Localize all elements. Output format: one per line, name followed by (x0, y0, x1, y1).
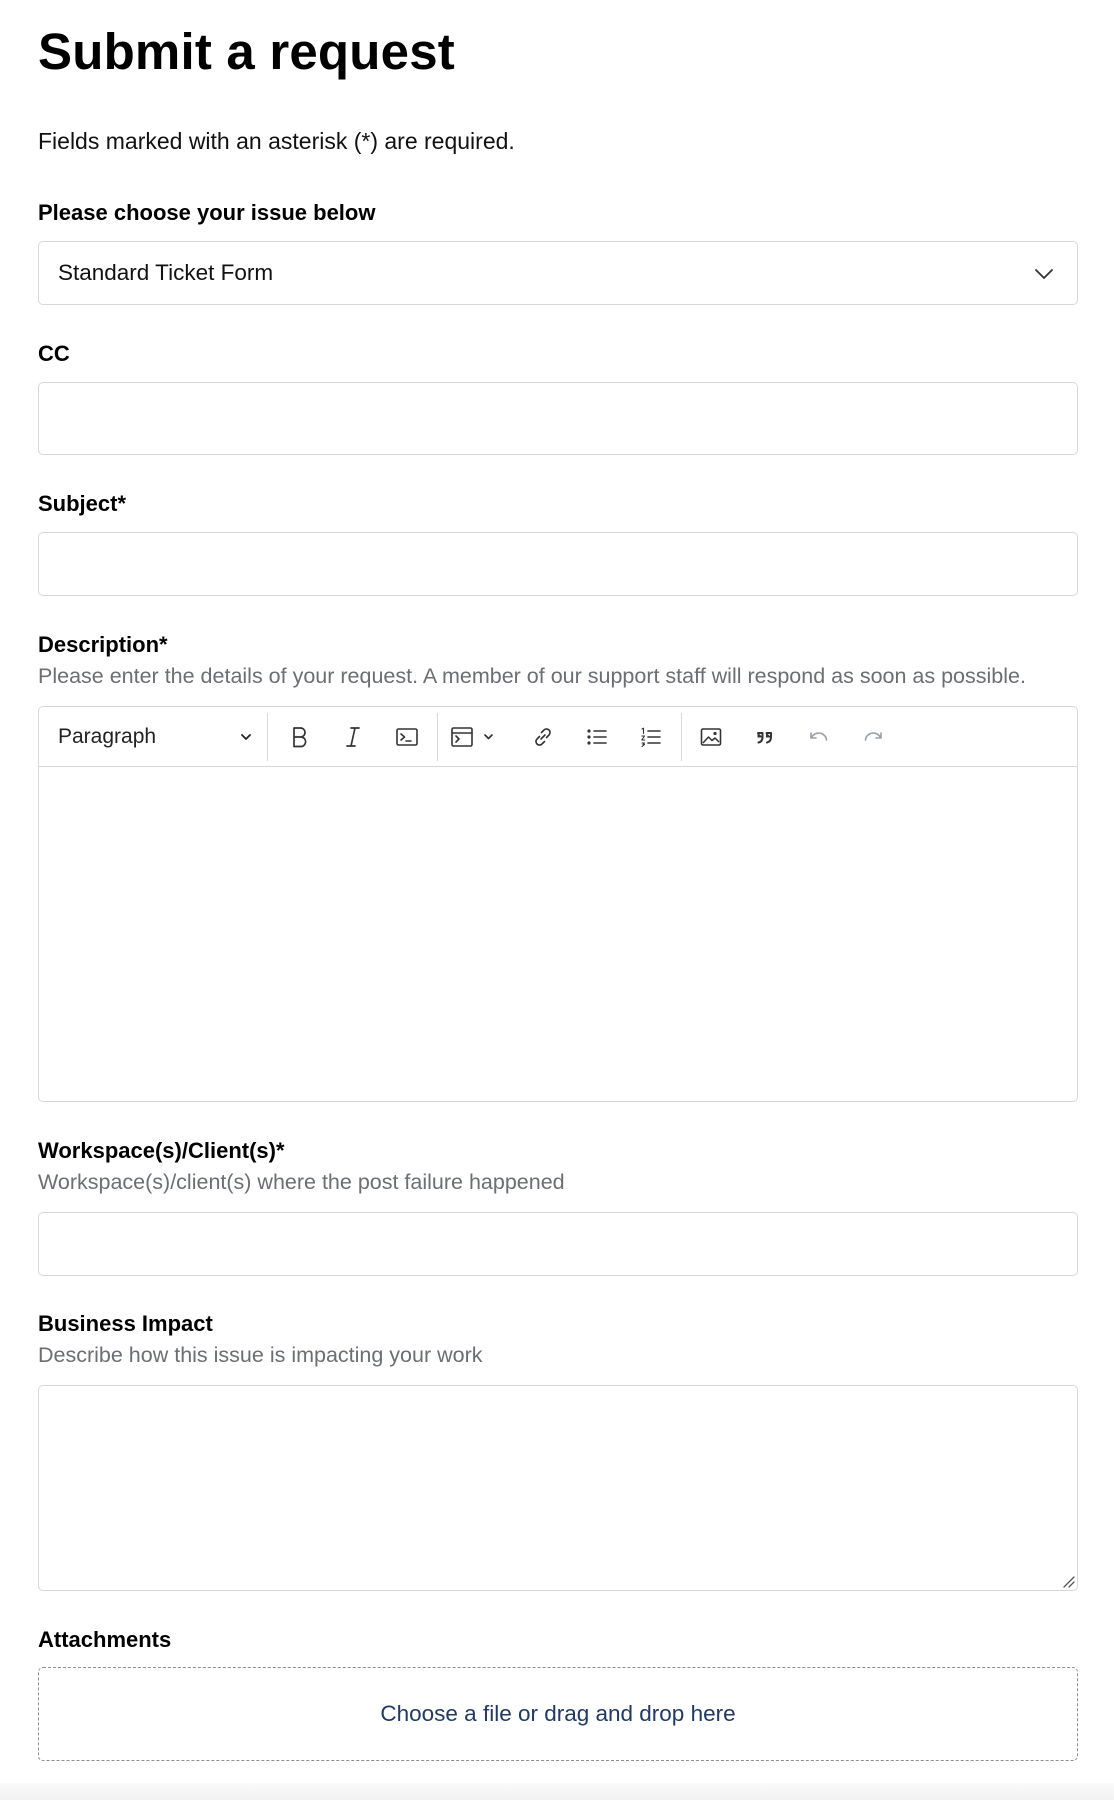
subject-input[interactable] (38, 532, 1078, 596)
redo-button[interactable] (853, 717, 893, 757)
bulleted-list-button[interactable] (577, 717, 617, 757)
business-impact-textarea[interactable] (38, 1385, 1078, 1591)
toolbar-divider (437, 713, 438, 761)
workspace-input[interactable] (38, 1212, 1078, 1276)
blockquote-button[interactable] (745, 717, 785, 757)
chevron-down-icon (1033, 264, 1055, 284)
editor-toolbar (39, 707, 1077, 767)
workspace-hint: Workspace(s)/client(s) where the post failure happened (38, 1170, 565, 1194)
link-button[interactable] (523, 717, 563, 757)
business-impact-hint: Describe how this issue is impacting your work (38, 1343, 483, 1367)
workspace-label: Workspace(s)/Client(s)* (38, 1138, 285, 1163)
cc-label: CC (38, 341, 70, 366)
undo-button[interactable] (799, 717, 839, 757)
description-hint: Please enter the details of your request. A member of our support staff will respond as soon as possible. (38, 664, 1026, 688)
subject-label: Subject* (38, 491, 127, 516)
paragraph-style-label: Paragraph (58, 725, 157, 748)
bold-button[interactable] (279, 717, 319, 757)
toolbar-divider (267, 713, 268, 761)
description-editor-area[interactable] (39, 768, 1077, 1101)
issue-select-value: Standard Ticket Form (58, 260, 274, 285)
quote-icon (753, 725, 777, 749)
attachments-dropzone-text[interactable]: Choose a file or drag and drop here (380, 1701, 736, 1726)
paragraph-style-select[interactable] (58, 717, 258, 757)
insert-image-button[interactable] (691, 717, 731, 757)
page-footer-edge (0, 1783, 1114, 1800)
italic-icon (342, 725, 364, 749)
code-block-icon (447, 725, 509, 749)
attachments-label: Attachments (38, 1627, 172, 1652)
business-impact-label: Business Impact (38, 1311, 213, 1336)
business-impact-wrapper (38, 1385, 1078, 1591)
link-icon (531, 725, 555, 749)
description-editor (38, 706, 1078, 1102)
undo-icon (807, 725, 831, 749)
attachments-dropzone[interactable] (38, 1667, 1078, 1761)
bold-icon (288, 725, 310, 749)
cc-input[interactable] (38, 382, 1078, 455)
bulleted-list-icon (585, 725, 609, 749)
issue-select-label: Please choose your issue below (38, 200, 376, 225)
issue-select[interactable] (38, 241, 1078, 305)
toolbar-divider (681, 713, 682, 761)
inline-code-button[interactable] (387, 717, 427, 757)
page-title: Submit a request (38, 23, 455, 80)
terminal-icon (395, 726, 419, 748)
image-icon (699, 725, 723, 749)
numbered-list-button[interactable] (631, 717, 671, 757)
redo-icon (861, 725, 885, 749)
italic-button[interactable] (333, 717, 373, 757)
description-label: Description* (38, 632, 168, 657)
required-fields-note: Fields marked with an asterisk (*) are required. (38, 128, 515, 154)
code-block-button[interactable] (447, 717, 509, 757)
chevron-down-icon (240, 730, 252, 744)
numbered-list-icon (639, 725, 663, 749)
